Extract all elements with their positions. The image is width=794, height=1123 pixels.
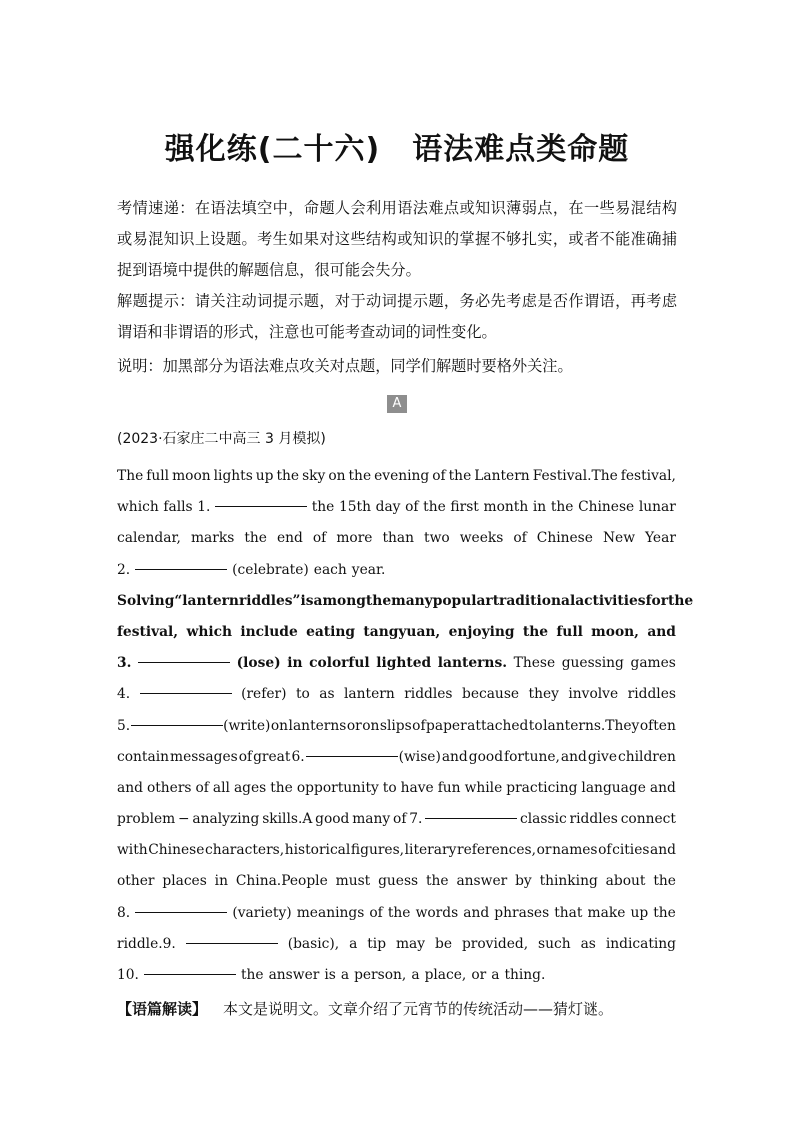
note-heading: 【语篇解读】 xyxy=(117,1000,208,1018)
answer-blank-10[interactable] xyxy=(144,960,236,975)
passage-word: of xyxy=(513,530,527,547)
passage-line xyxy=(117,711,676,742)
blank-number: 10. xyxy=(117,967,139,983)
passage-word: and xyxy=(649,779,676,796)
passage-line xyxy=(117,617,676,648)
passage-word: great xyxy=(253,748,291,765)
passage-word: many xyxy=(352,811,391,828)
passage-source: (2023·石家庄二中高三 3 月模拟) xyxy=(117,431,326,447)
passage-word: full xyxy=(146,468,170,484)
passage-word: end xyxy=(276,530,303,547)
passage-line xyxy=(117,960,676,991)
passage-word: 15th xyxy=(338,499,371,516)
passage-word: answer xyxy=(268,967,320,983)
passage-word: with xyxy=(117,842,148,859)
passage-word: language xyxy=(581,779,646,796)
passage-line xyxy=(117,492,676,523)
passage-line xyxy=(117,461,676,492)
passage-word: of xyxy=(405,499,419,516)
passage-line xyxy=(117,679,676,710)
passage-word: literary xyxy=(404,842,457,859)
passage-word: (wise) xyxy=(398,748,441,765)
passage-word: person, xyxy=(354,967,407,983)
passage-word: and xyxy=(647,623,676,640)
passage-word: because xyxy=(461,686,520,703)
passage-word: (celebrate) xyxy=(232,561,309,578)
passage-word: cities xyxy=(612,842,650,859)
passage-word: or xyxy=(471,967,487,983)
passage-word: evening xyxy=(374,468,430,484)
passage-word: festival, xyxy=(620,468,676,484)
kaoqing-paragraph: 考情速递：在语法填空中，命题人会利用语法难点或知识薄弱点，在一些易混结构或易混知识上设题。考生如果对这些结构或知识的掌握不够扎实，或者不能准确捕捉到语境中提供的解题信息，很可能会失分。 xyxy=(117,199,677,279)
passage-word: month xyxy=(483,499,529,516)
answer-blank-6[interactable] xyxy=(306,742,398,757)
section-tag: A xyxy=(387,395,407,413)
passage-word: lighted xyxy=(376,655,432,672)
passage-word: others xyxy=(146,779,192,796)
answer-blank-9[interactable] xyxy=(186,929,278,944)
passage-line xyxy=(117,804,676,835)
passage-word: 6. xyxy=(291,748,305,765)
passage-word: day xyxy=(375,499,401,516)
passage-word: may xyxy=(395,935,426,952)
passage-word: indicating xyxy=(605,935,676,952)
passage-word: two xyxy=(424,530,450,547)
passage-word: a xyxy=(411,967,420,983)
passage-word: messages xyxy=(169,748,238,765)
passage-word: the xyxy=(550,499,574,516)
passage-word: lights xyxy=(213,468,253,484)
passage-word: meanings xyxy=(296,904,365,921)
answer-blank-5[interactable] xyxy=(131,711,223,726)
passage-word: colorful xyxy=(309,655,370,672)
passage-word: names xyxy=(552,842,598,859)
passage-word: riddles xyxy=(627,686,676,703)
passage-word: 1. xyxy=(197,499,211,516)
passage-word: opportunity xyxy=(296,779,379,796)
passage-word: year. xyxy=(351,561,386,578)
passage-word: guess xyxy=(378,873,419,890)
passage-word: up xyxy=(255,468,274,484)
answer-blank-8[interactable] xyxy=(135,898,227,913)
passage-word: China.People xyxy=(235,873,328,890)
passage-word: eating xyxy=(306,623,356,640)
passage-word: in xyxy=(287,655,303,672)
passage-word: the xyxy=(244,530,267,547)
passage-word: of xyxy=(412,717,426,734)
passage-word: historical xyxy=(284,842,351,859)
passage-word: place, xyxy=(424,967,467,983)
passage-line xyxy=(117,866,676,897)
passage-word: which xyxy=(117,499,159,516)
passage-word: and xyxy=(560,748,587,765)
passage-word: “lantern xyxy=(174,592,239,609)
passage-word: or xyxy=(346,717,362,734)
blank-number: 3. xyxy=(117,655,132,672)
passage-word: moon xyxy=(172,468,211,484)
passage-word: among xyxy=(313,592,366,609)
passage-word: a xyxy=(491,967,500,983)
passage-word: marks xyxy=(190,530,235,547)
passage-word: tangyuan, xyxy=(363,623,441,640)
passage-word: riddles xyxy=(404,686,453,703)
passage-word: of xyxy=(195,779,209,796)
passage-word: places xyxy=(162,873,207,890)
passage-word: Chinese xyxy=(578,499,635,516)
passage-word: about xyxy=(605,873,646,890)
answer-blank-2[interactable] xyxy=(135,555,227,570)
passage-word: is xyxy=(300,592,314,609)
passage-word: Chinese xyxy=(148,842,205,859)
passage-word: words xyxy=(415,904,459,921)
passage-word: a xyxy=(349,935,358,952)
passage-word: Chinese xyxy=(536,530,593,547)
passage-word: in xyxy=(532,499,547,516)
passage-word: analyzing xyxy=(192,811,260,828)
answer-blank-4[interactable] xyxy=(140,679,232,694)
passage-word: be xyxy=(435,935,453,952)
passage-word: (lose) xyxy=(236,655,281,672)
passage-word: that xyxy=(554,904,583,921)
passage-word: popular xyxy=(432,592,493,609)
blank-number: 5. xyxy=(117,717,131,734)
passage-word: Solving xyxy=(117,592,175,609)
passage-line xyxy=(117,773,676,804)
passage-word: which xyxy=(186,623,233,640)
passage-word: games xyxy=(630,655,676,672)
passage-word: the xyxy=(311,499,335,516)
passage-word: than xyxy=(382,530,415,547)
passage-line xyxy=(117,523,676,554)
passage-word: they xyxy=(528,686,559,703)
passage-word: all xyxy=(212,779,230,796)
passage-word: in xyxy=(214,873,228,890)
passage-word: lunar xyxy=(638,499,676,516)
answer-blank-3[interactable] xyxy=(138,648,230,663)
passage-word: attached xyxy=(467,717,529,734)
passage-word: the xyxy=(425,873,449,890)
passage-line xyxy=(117,929,676,960)
passage-word: full xyxy=(556,623,583,640)
passage-line xyxy=(117,898,676,929)
passage-word: slips xyxy=(379,717,412,734)
passage-word: on xyxy=(270,717,289,734)
passage-word: Lantern xyxy=(474,468,530,484)
passage-word: Year xyxy=(645,530,676,547)
passage-word: connect xyxy=(620,811,676,828)
page-title xyxy=(0,124,794,168)
passage-word: many xyxy=(391,592,433,609)
passage-word: and xyxy=(117,779,143,796)
passage-line xyxy=(117,555,676,586)
passage-word: the xyxy=(240,967,264,983)
passage-line xyxy=(117,835,676,866)
passage-word: the xyxy=(270,779,293,796)
passage-word: contain xyxy=(117,748,169,765)
passage-word: to xyxy=(295,686,310,703)
passage-word: for xyxy=(645,592,668,609)
passage xyxy=(117,461,694,991)
passage-word: fortune, xyxy=(504,748,560,765)
passage-word: practicing xyxy=(506,779,578,796)
passage-word: characters, xyxy=(204,842,285,859)
passage-word: problem xyxy=(117,811,176,828)
shuoming-paragraph: 说明：加黑部分为语法难点攻关对点题，同学们解题时要格外关注。 xyxy=(117,357,573,375)
passage-note xyxy=(117,998,613,1019)
passage-word: thinking xyxy=(539,873,598,890)
passage-word: guessing xyxy=(561,655,624,672)
passage-word: have xyxy=(400,779,434,796)
passage-word: (write) xyxy=(223,717,271,734)
passage-word: calendar, xyxy=(117,530,181,547)
passage-word: lantern xyxy=(344,686,395,703)
passage-line xyxy=(117,648,676,679)
passage-word: 7. xyxy=(409,811,423,828)
passage-word: provided, xyxy=(461,935,529,952)
passage-word: to xyxy=(382,779,397,796)
jieti-paragraph: 解题提示：请关注动词提示题，对于动词提示题，务必先考虑是否作谓语，再考虑谓语和非谓语的形式，注意也可能考查动词的词性变化。 xyxy=(117,292,677,341)
passage-word: sky xyxy=(302,468,326,484)
passage-word: must xyxy=(335,873,371,890)
passage-word: the xyxy=(653,904,676,921)
passage-word: other xyxy=(117,873,155,890)
passage-word: answer xyxy=(456,873,508,890)
blank-number: riddle.9. xyxy=(117,935,176,952)
passage-word: first xyxy=(450,499,479,516)
passage-word: of xyxy=(312,530,327,547)
passage-word: thing. xyxy=(504,967,546,983)
blank-number: 4. xyxy=(117,686,131,703)
passage-word: by xyxy=(515,873,532,890)
passage-word: Festival.The xyxy=(532,468,618,484)
passage-word: (variety) xyxy=(232,904,292,921)
passage-word: traditional xyxy=(492,592,576,609)
passage-word: as xyxy=(319,686,335,703)
note-text: 本文是说明文。文章介绍了元宵节的传统活动——猜灯谜。 xyxy=(223,1000,614,1018)
passage-word: the xyxy=(448,468,472,484)
passage-word: give xyxy=(587,748,618,765)
passage-word: (refer) xyxy=(241,686,287,703)
passage-word: include xyxy=(240,623,298,640)
passage-word: the xyxy=(348,468,372,484)
passage-line xyxy=(117,586,694,617)
passage-word: each xyxy=(313,561,347,578)
passage-word: children xyxy=(618,748,676,765)
passage-word: New xyxy=(602,530,635,547)
passage-word: activities xyxy=(575,592,646,609)
passage-word: − xyxy=(178,811,190,828)
passage-word: on xyxy=(328,468,346,484)
passage-word: references, xyxy=(456,842,537,859)
passage-word: of xyxy=(238,748,253,765)
passage-word: a xyxy=(340,967,350,983)
blank-number: 8. xyxy=(117,904,131,921)
answer-blank-1[interactable] xyxy=(215,492,307,507)
passage-word: (basic), xyxy=(287,935,340,952)
passage-word: falls xyxy=(163,499,193,516)
passage-word: the xyxy=(276,468,300,484)
passage-word: The xyxy=(117,468,144,484)
passage-word: skills.A xyxy=(262,811,313,828)
passage-word: as xyxy=(580,935,596,952)
title-left: 强化练(二十六) xyxy=(164,132,381,167)
passage-word: tip xyxy=(367,935,387,952)
title-right: 语法难点类命题 xyxy=(412,132,630,167)
passage-word: on xyxy=(362,717,380,734)
passage-word: and xyxy=(441,748,468,765)
passage-word: of xyxy=(393,811,407,828)
passage-word: paper xyxy=(426,717,467,734)
passage-word: more xyxy=(336,530,373,547)
passage-word: the xyxy=(522,623,549,640)
passage-word: the xyxy=(667,592,694,609)
passage-word: riddles xyxy=(569,811,618,828)
passage-word: festival, xyxy=(117,623,179,640)
passage-word: to xyxy=(528,717,543,734)
passage-word: the xyxy=(387,904,411,921)
passage-word: ages xyxy=(233,779,267,796)
passage-word: of xyxy=(598,842,612,859)
answer-blank-7[interactable] xyxy=(425,804,517,819)
passage-word: fun xyxy=(437,779,461,796)
passage-word: These xyxy=(513,655,556,672)
passage-word: lanterns xyxy=(288,717,347,734)
blank-number: 2. xyxy=(117,561,131,578)
passage-word: of xyxy=(432,468,446,484)
passage-word: classic xyxy=(520,811,567,828)
passage-word: up xyxy=(630,904,649,921)
passage-word: good xyxy=(315,811,350,828)
passage-word: the xyxy=(423,499,446,516)
passage-word: lanterns. xyxy=(437,655,508,672)
passage-word: figures, xyxy=(350,842,405,859)
passage-word: riddles” xyxy=(238,592,301,609)
passage-word: the xyxy=(365,592,392,609)
passage-word: lanterns.They xyxy=(543,717,640,734)
passage-line xyxy=(117,742,676,773)
passage-word: weeks xyxy=(459,530,504,547)
passage-word: make xyxy=(587,904,626,921)
passage-word: moon, xyxy=(591,623,639,640)
passage-word: of xyxy=(369,904,383,921)
passage-word: phrases xyxy=(494,904,550,921)
passage-word: such xyxy=(538,935,571,952)
passage-word: involve xyxy=(568,686,619,703)
passage-word: or xyxy=(536,842,552,859)
passage-word: the xyxy=(653,873,676,890)
passage-word: and xyxy=(463,904,490,921)
passage-word: and xyxy=(650,842,676,859)
passage-word: is xyxy=(324,967,336,983)
passage-word: while xyxy=(464,779,503,796)
passage-word: often xyxy=(639,717,676,734)
passage-word: enjoying xyxy=(448,623,515,640)
passage-word: good xyxy=(468,748,504,765)
